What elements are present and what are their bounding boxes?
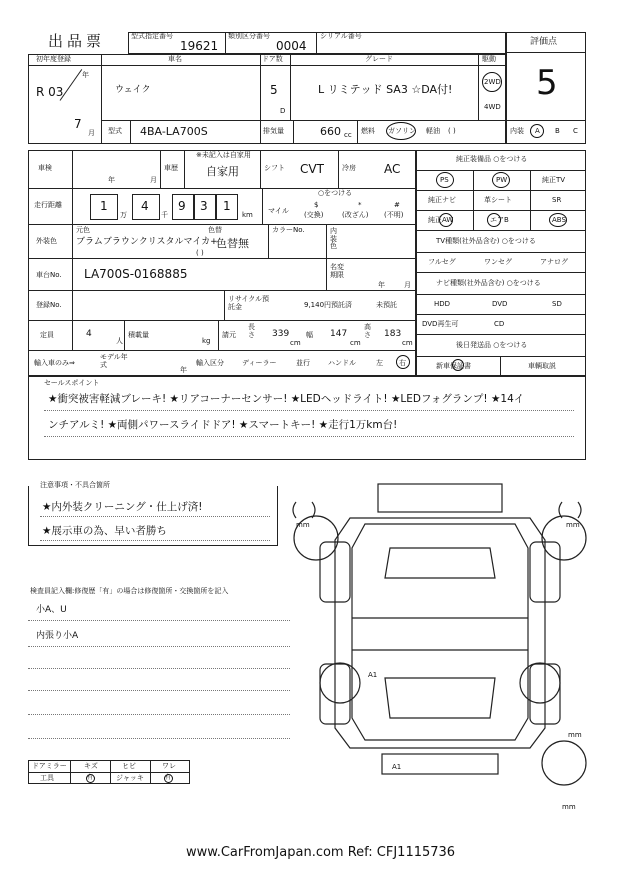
chassis-number: LA700S-0168885 bbox=[84, 267, 188, 281]
inspector-note-2: 内張り小A bbox=[36, 631, 79, 641]
jack-present: 有 bbox=[165, 774, 172, 781]
exterior-color: ブラムブラウンクリスタルマイカ+ bbox=[76, 237, 218, 247]
capacity: 4 bbox=[86, 329, 92, 339]
damage-code-a1-side: A1 bbox=[368, 671, 378, 679]
note-line-2: ★展示車の為、早い者勝ち bbox=[42, 525, 167, 537]
inspector-note-1: 小A、U bbox=[36, 605, 67, 615]
class-no: 0004 bbox=[276, 39, 307, 53]
height-cm: 183 bbox=[384, 329, 402, 339]
recycle-deposit: 9,140円預託済 bbox=[304, 301, 353, 309]
model-designation-no: 19621 bbox=[180, 39, 219, 53]
tools-present: 有 bbox=[87, 774, 94, 781]
footer-watermark: www.CarFromJapan.com Ref: CFJ1115736 bbox=[186, 845, 456, 860]
score-value: 5 bbox=[536, 63, 558, 103]
odometer-digit-2: 4 bbox=[141, 199, 149, 213]
vehicle-damage-diagram bbox=[290, 478, 590, 808]
length-cm: 339 bbox=[272, 329, 290, 339]
model-code: 4BA-LA700S bbox=[140, 125, 208, 138]
grade: L リミテッド SA3 ☆DA付! bbox=[318, 83, 453, 96]
sheet-title: 出品票 bbox=[48, 32, 106, 50]
damage-code-a1-rear: A1 bbox=[392, 763, 402, 771]
reg-month: 7 bbox=[74, 117, 82, 131]
displacement: 660 bbox=[320, 125, 341, 138]
color-change: 色替無 bbox=[216, 237, 249, 250]
odometer-digit-1: 1 bbox=[100, 199, 108, 213]
air-conditioning: AC bbox=[384, 162, 401, 176]
interior-grade-a: A bbox=[535, 127, 540, 135]
usage-type: 自家用 bbox=[206, 165, 239, 178]
width-cm: 147 bbox=[330, 329, 348, 339]
door-count: 5 bbox=[270, 83, 278, 97]
steering-right: 右 bbox=[399, 359, 406, 367]
sales-point-line-2: ンチアルミ! ★両側パワースライドドア! ★スマートキー! ★走行1万km台! bbox=[48, 419, 398, 431]
transmission: CVT bbox=[300, 162, 324, 176]
note-line-1: ★内外装クリーニング・仕上げ済! bbox=[42, 501, 203, 513]
sales-point-line-1: ★衝突被害軽減ブレーキ! ★リアコーナーセンサー! ★LEDヘッドライト! ★LEDフォグランプ! ★14イ bbox=[48, 393, 525, 405]
sales-points-box bbox=[28, 376, 586, 460]
reg-era-year: R 03 bbox=[36, 85, 64, 99]
fuel-circle bbox=[386, 122, 416, 140]
car-name: ウェイク bbox=[115, 85, 151, 95]
